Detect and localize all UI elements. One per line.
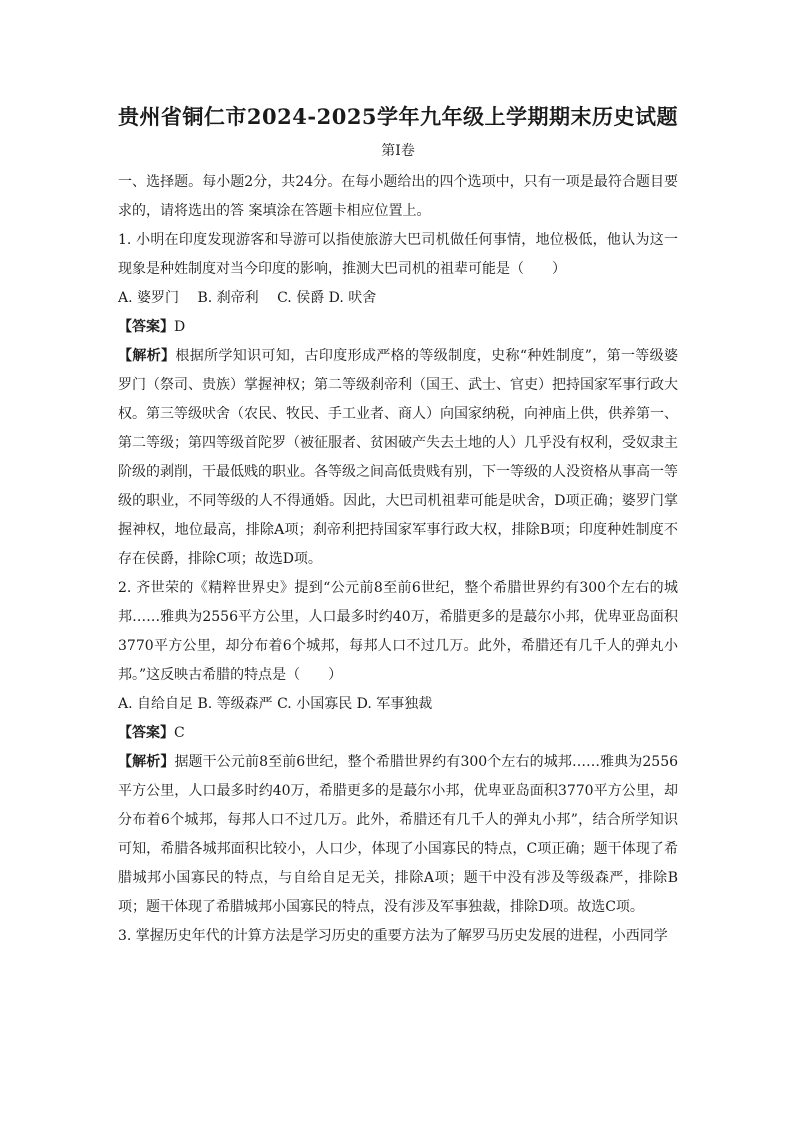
answer-value: C: [174, 725, 185, 741]
answer-label: 【答案】: [118, 319, 174, 335]
analysis-text: 根据所学知识可知，古印度形成严格的等级制度，史称“种姓制度”，第一等级婆罗门（祭司、贵族）掌握神权；第二等级刹帝利（国王、武士、官吏）把持国家军事行政大权。第三等级吠舍（农民、牧民、手工业者、商人）向国家纳税，向神庙上供，供养第一、第二等级；第四等级首陀罗（被征服者、贫困破产失去土地的人）几乎没有权利，受奴隶主阶级的剥削，干最低贱的职业。各等级之间高低贵贱有别，下一等级的人没资格从事高一等级的职业，不同等级的人不得通婚。因此，大巴司机祖辈可能是吠舍，D项正确；婆罗门掌握神权，地位最高，排除A项；刹帝利把持国家军事行政大权，排除B项；印度种姓制度不存在侯爵，排除C项；故选D项。: [118, 348, 679, 567]
analysis-label: 【解析】: [118, 754, 175, 770]
analysis-text: 据题干公元前8至前6世纪，整个希腊世界约有300个左右的城邦……雅典为2556平方公里，人口最多时约40万，希腊更多的是蕞尔小邦，优卑亚岛面积3770平方公里，却分布着6个城邦，每邦人口不过几万。此外，希腊还有几千人的弹丸小邦”，结合所学知识可知，希腊各城邦面积比较小，人口少，体现了小国寡民的特点，C项正确；题干体现了希腊城邦小国寡民的特点，与自给自足无关，排除A项；题干中没有涉及等级森严，排除B项；题干体现了希腊城邦小国寡民的特点，没有涉及军事独裁，排除D项。故选C项。: [118, 754, 679, 915]
answer-value: D: [174, 319, 186, 335]
question-1-stem: 1. 小明在印度发现游客和导游可以指使旅游大巴司机做任何事情，地位极低，他认为这一现象是种姓制度对当今印度的影响，推测大巴司机的祖辈可能是（ ）: [118, 232, 678, 277]
question-1-options: A. 婆罗门 B. 刹帝利 C. 侯爵 D. 吠舍: [118, 290, 377, 306]
document-title: 贵州省铜仁市2024-2025学年九年级上学期期末历史试题: [117, 104, 679, 129]
question-1-answer: [118, 313, 678, 342]
question-1-analysis: [118, 342, 678, 574]
question-2-answer: [118, 719, 678, 748]
question-2-stem: 2. 齐世荣的《精粹世界史》提到“公元前8至前6世纪，整个希腊世界约有300个左右的城邦……雅典为2556平方公里，人口最多时约40万，希腊更多的是蕞尔小邦，优卑亚岛面积3770平方公里，却分布着6个城邦，每邦人口不过几万。此外，希腊还有几千人的弹丸小邦。”这反映古希腊的特点是（ ）: [118, 580, 678, 683]
volume-label: 第Ⅰ卷: [381, 143, 415, 159]
question-3-stem: 3. 掌握历史年代的计算方法是学习历史的重要方法为了解罗马历史发展的进程，小西同学: [118, 928, 668, 944]
document-page: [118, 100, 678, 951]
question-2-options: A. 自给自足 B. 等级森严 C. 小国寡民 D. 军事独裁: [118, 696, 433, 712]
section-intro: 一、选择题。每小题2分，共24分。在每小题给出的四个选项中，只有一项是最符合题目要求的，请将选出的答 案填涂在答题卡相应位置上。: [118, 174, 678, 219]
analysis-label: 【解析】: [118, 348, 176, 364]
answer-label: 【答案】: [118, 725, 174, 741]
question-2-analysis: [118, 748, 678, 922]
